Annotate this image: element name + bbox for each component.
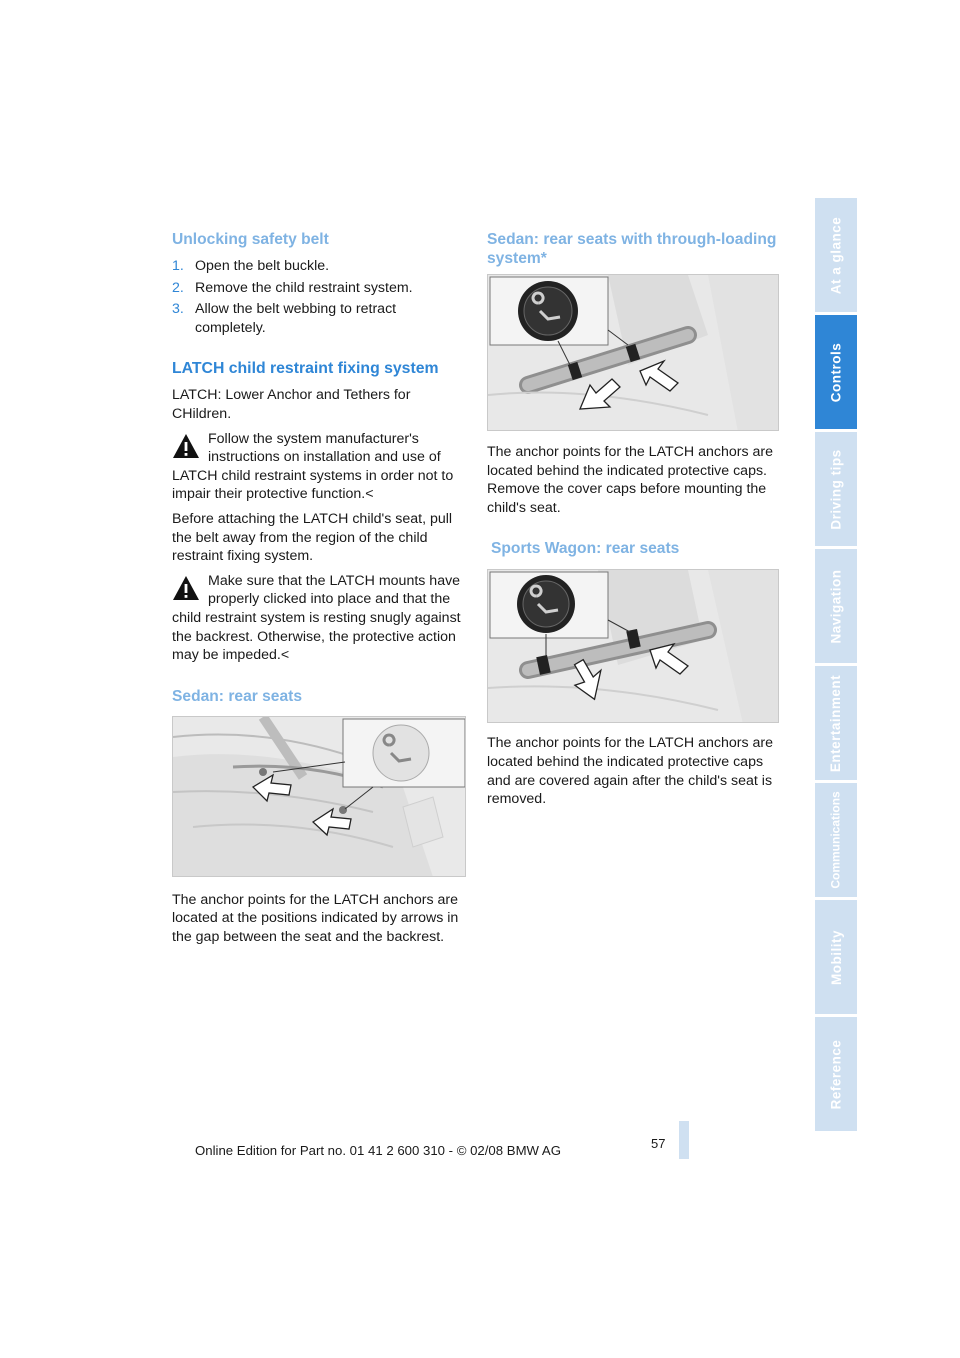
- left-column: [172, 230, 468, 952]
- footer-text: Online Edition for Part no. 01 41 2 600 310 - © 02/08 BMW AG: [195, 1143, 561, 1158]
- tab-driving-tips[interactable]: Driving tips: [815, 432, 857, 549]
- right-column: [487, 230, 785, 815]
- tab-reference[interactable]: Reference: [815, 1017, 857, 1134]
- tab-mobility[interactable]: Mobility: [815, 900, 857, 1017]
- unlocking-title: Unlocking safety belt: [172, 231, 329, 248]
- wagon-caption: The anchor points for the LATCH anchors are located behind the indicated protective caps and are covered again after the child's seat is removed.: [487, 735, 773, 808]
- unlocking-steps: [172, 257, 468, 337]
- sedan-rear-seat-illustration: [172, 716, 466, 877]
- latch-intro: LATCH: Lower Anchor and Tethers for CHildren.: [172, 387, 411, 422]
- tab-controls[interactable]: Controls: [815, 315, 857, 432]
- page-number: 57: [651, 1136, 666, 1151]
- tab-navigation[interactable]: Navigation: [815, 549, 857, 666]
- page-number-bar: [679, 1121, 689, 1159]
- list-item: 2. Remove the child restraint system.: [172, 279, 413, 296]
- list-item: 3. Allow the belt webbing to retract completely.: [172, 301, 397, 336]
- tab-at-a-glance[interactable]: At a glance: [815, 198, 857, 315]
- through-loading-caption: The anchor points for the LATCH anchors are located behind the indicated protective caps. Remove the cover caps before mounting the child's seat.: [487, 444, 773, 516]
- wagon-title: Sports Wagon: rear seats: [491, 540, 680, 558]
- sedan-title: Sedan: rear seats: [172, 687, 303, 705]
- sports-wagon-illustration: [487, 569, 779, 723]
- tab-communications[interactable]: Communications: [815, 783, 857, 900]
- before-attaching-text: Before attaching the LATCH child's seat, pull the belt away from the region of the child restraint fixing system.: [172, 510, 453, 565]
- through-loading-illustration: [487, 274, 779, 431]
- warning-note-2: Make sure that the LATCH mounts have properly clicked into place and that the child restraint system is resting snugly against the backrest. Otherwise, the protective action may be impeded.<: [172, 572, 461, 664]
- tab-entertainment[interactable]: Entertainment: [815, 666, 857, 783]
- list-item: 1. Open the belt buckle.: [172, 258, 330, 274]
- latch-title: LATCH child restraint fixing system: [172, 360, 439, 378]
- warning-triangle-icon: [172, 433, 200, 459]
- chapter-tabs: [815, 198, 857, 1134]
- through-loading-title: Sedan: rear seats with through-loading system*: [487, 231, 777, 267]
- sedan-caption: The anchor points for the LATCH anchors are located at the positions indicated by arrows in the gap between the seat and the backrest.: [172, 891, 459, 945]
- warning-note-1: Follow the system manufacturer's instructions on installation and use of LATCH child restraint systems in order not to impair their protective function.<: [172, 430, 454, 503]
- warning-triangle-icon: [172, 575, 200, 601]
